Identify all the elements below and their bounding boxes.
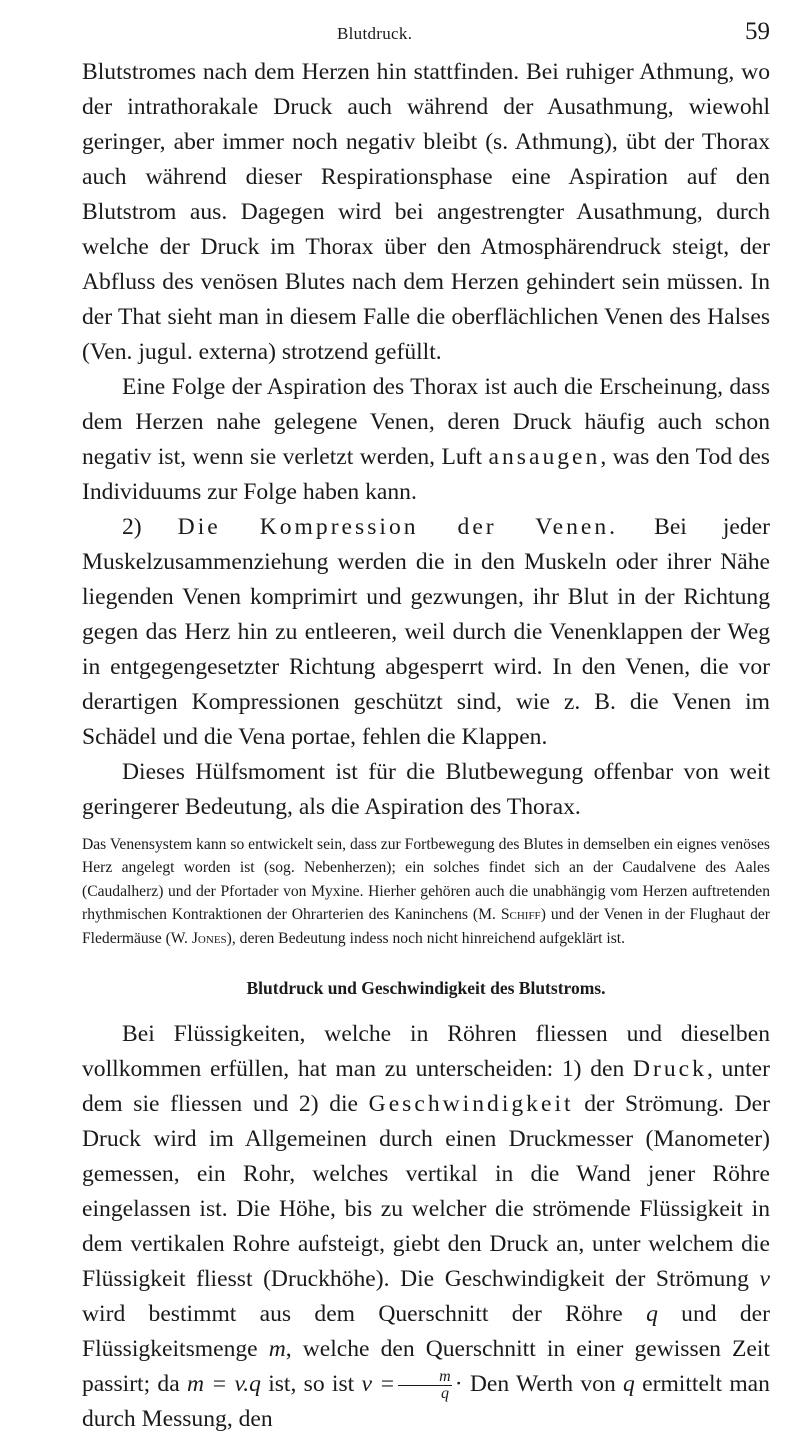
fraction-numerator: m [398,1369,452,1386]
paragraph-text: , welche den Querschnitt in einer gewissen Zeit passirt; da [82,1336,770,1398]
paragraph-text: Bei jeder Muskelzusammenziehung werden die in den Muskeln oder ihrer Nähe liegenden Venen komprimirt und gezwungen, ihr Blut in der Richtung gegen das Herz hin zu entleeren, weil durch die Venenklappen der Weg in entgegengesetzter Richtung abgesperrt wird. In den Venen, die vor derartigen Kompressionen geschützt sind, wie z. B. die Venen im Schädel und die Vena portae, fehlen die Klappen. [82,514,770,750]
paragraph-text: Bei Flüssigkeiten, welche in Röhren fliessen und dieselben vollkommen erfüllen, hat man zu unterscheiden: 1) den [82,1021,770,1083]
paragraph-text: Blutstromes nach dem Herzen hin stattfinden. Bei ruhiger Athmung, wo der intrathorakale Druck auch während der Ausathmung, wiewohl geringer, aber immer noch negativ bleibt (s. Athmung), übt der Thorax auch während dieser Respirationsphase eine Aspiration auf den Blutstrom aus. Dagegen wird bei angestrengter Ausathmung, durch welche der Druck im Thorax über den Atmosphärendruck steigt, der Abfluss des venösen Blutes nach dem Herzen gehindert sein müssen. In der That sieht man in diesem Falle die oberflächlichen Venen des Halses (Ven. jugul. externa) strotzend gefüllt. [82,59,770,365]
note-text: Das Venensystem kann so entwickelt sein, dass zur Fortbewegung des Blutes in demselben ein eignes venöses Herz angelegt worden ist (sog. Nebenherzen); ein solches findet sich an der Caudalvene des Aales (Caudalherz) und der Pfortader von Myxine. Hierher gehören auch die unabhängig vom Herzen auftretenden rhythmischen Kontraktionen der Ohrarterien des Kaninchens (M. [82,836,770,924]
paragraph-pressure-velocity [82,1017,770,1437]
paragraph-text: Dieses Hülfsmoment ist für die Blutbewegung offenbar von weit geringerer Bedeutung, als die Aspiration des Thorax. [82,759,770,820]
section-heading: Blutdruck und Geschwindigkeit des Blutstroms. [246,978,606,999]
math-variable-m: m [268,1336,286,1363]
page-body [82,55,770,1437]
paragraph-aspiration-consequence [82,370,770,510]
paragraph-text: wird bestimmt aus dem Querschnitt der Röhre [82,1301,647,1328]
page-header [82,14,770,48]
formula-m-equals-vq: m = v.q [186,1371,261,1398]
formula-lhs: v = [361,1371,396,1398]
section-term: Die Kompression der Venen. [177,514,619,540]
paragraph-text: und der Flüssigkeitsmenge [82,1301,770,1363]
math-variable-v: v [759,1266,770,1293]
math-variable-q: q [623,1371,635,1398]
paragraph-text: · Den Werth von [454,1371,624,1398]
small-print-note [82,833,770,950]
paragraph-text: der Strömung. Der Druck wird im Allgemeinen durch einen Druckmesser (Manometer) gemessen, ein Rohr, welches vertikal in die Wand jener Röhre eingelassen ist. Die Höhe, bis zu welcher die strömende Flüssigkeit in dem vertikalen Rohre aufsteigt, giebt den Druck an, unter welchem die Flüssigkeit fliesst (Druckhöhe). Die Geschwindigkeit der Strömung [82,1091,770,1293]
note-text: ), deren Bedeutung indess noch nicht hinreichend aufgeklärt ist. [226,929,626,947]
paragraph-continuation [82,55,770,370]
fraction-denominator: q [440,1385,449,1403]
spaced-term: Geschwindigkeit [368,1091,574,1118]
spaced-term: ansaugen [488,444,601,470]
math-variable-q: q [646,1301,658,1328]
author-name: Jones [191,929,227,947]
paragraph-vein-compression [82,510,770,755]
page-number: 59 [745,18,770,45]
paragraph-aid-significance [82,755,770,825]
spaced-term: Druck [632,1056,707,1083]
paragraph-text: Eine Folge der Aspiration des Thorax ist auch die Erscheinung, dass dem Herzen nahe gelegene Venen, deren Druck häufig auch schon negativ ist, wenn sie verletzt werden, Luft [82,374,770,470]
paragraph-text: , unter dem sie fliessen und 2) die [82,1056,770,1118]
paragraph-text: ist, so ist [260,1371,362,1398]
running-title: Blutdruck. [337,24,413,43]
note-text: ) und der Venen in der Flughaut der Fledermäuse (W. [82,906,770,947]
fraction-m-over-q [398,1369,452,1402]
paragraph-text: 2) [122,514,178,540]
paragraph-text: , was den Tod des Individuums zur Folge haben kann. [82,444,770,505]
author-name: Schiff [500,906,541,924]
paragraph-text: ermittelt man durch Messung, den [82,1371,770,1433]
